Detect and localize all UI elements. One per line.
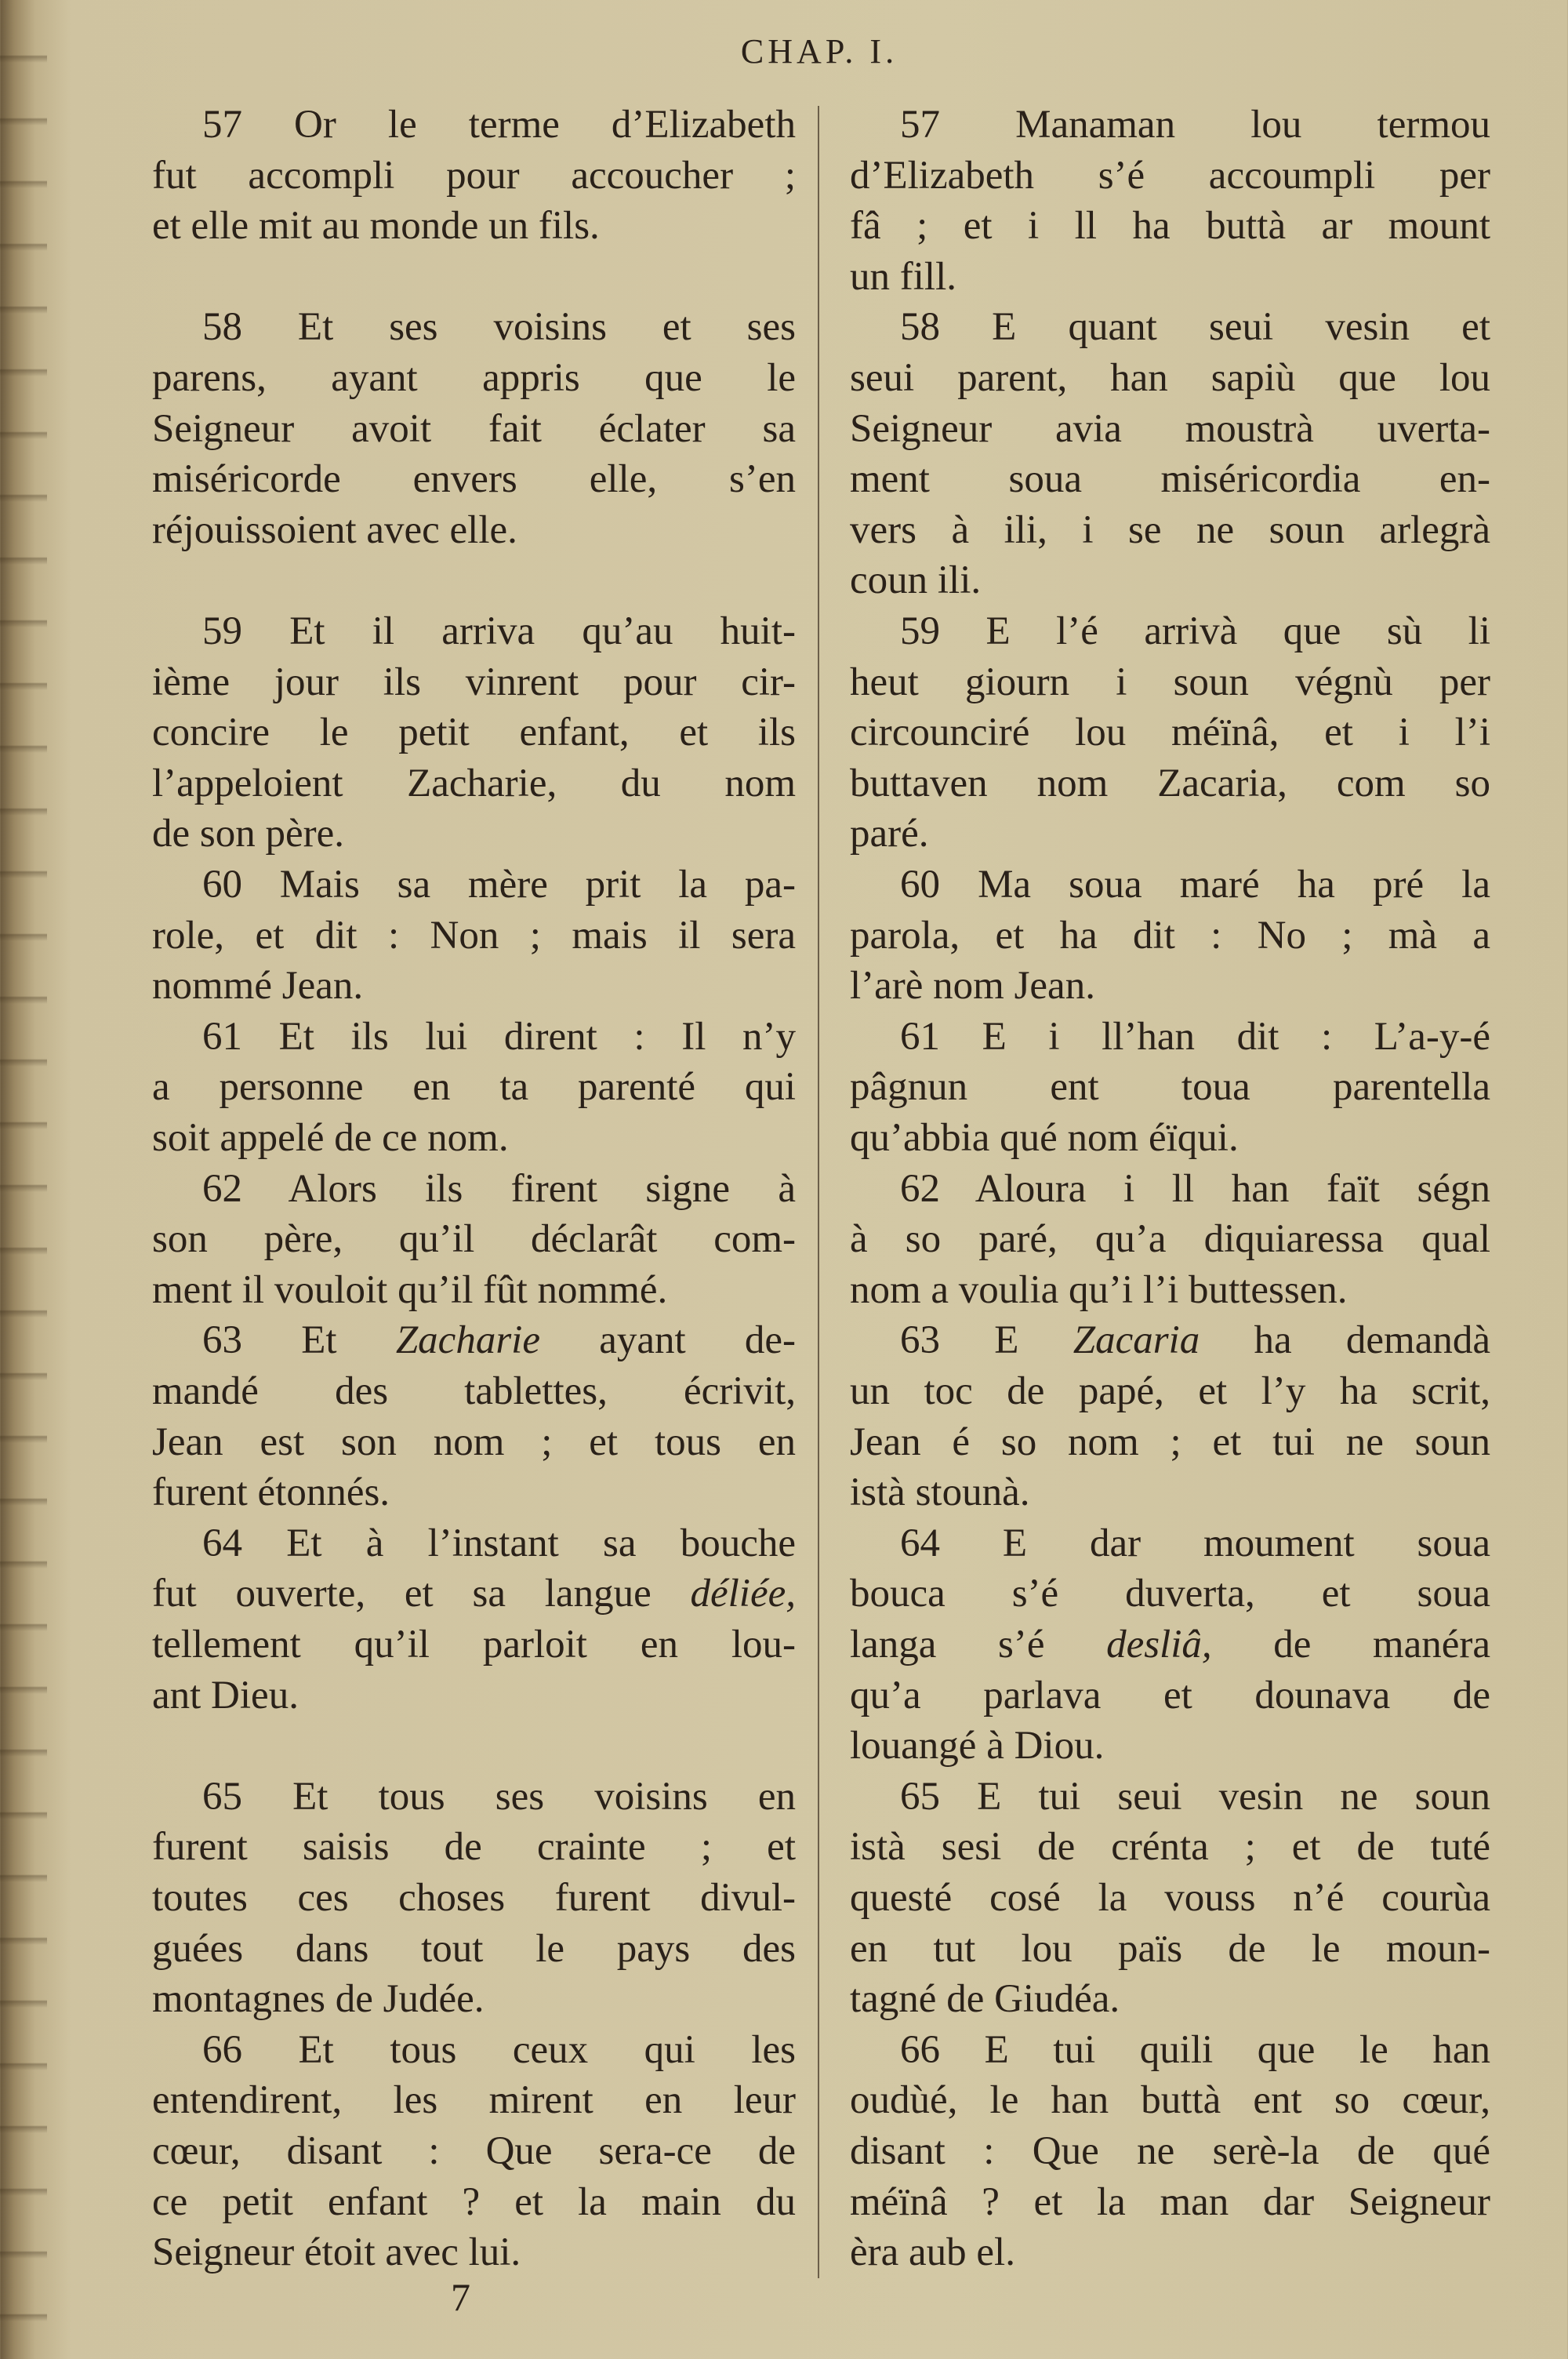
text-line: role, et dit : Non ; mais il sera [152,913,796,958]
text-line: un toc de papé, et l’y ha scrit, [850,1369,1490,1413]
text-line: miséricorde envers elle, s’en [152,457,796,502]
text-line: 62 Alors ils firent signe à [202,1166,796,1211]
text-line [152,1315,796,1366]
text-line: fut accompli pour accoucher ; [152,153,796,198]
text-line: son père, qu’il déclarât com- [152,1217,796,1262]
text-line [152,1568,796,1619]
text-line: réjouissoient avec elle. [152,507,517,552]
text-line: ce petit enfant ? et la main du [152,2179,796,2224]
text-line: 58 E quant seui vesin et [900,305,1490,350]
text-segment: de manéra [1211,1623,1490,1667]
text-line: ment soua miséricordia en- [850,457,1490,502]
text-line: tellement qu’il parloit en lou- [152,1623,796,1667]
text-line: Seigneur étoit avec lui. [152,2230,521,2275]
text-segment: ha demandà [1200,1318,1490,1363]
text-line: pâgnun ent toua parentella [850,1065,1490,1110]
text-line: coun ili. [850,558,982,603]
chapter-header: CHAP. I. [740,32,898,71]
text-line: qu’a parlava et dounava de [850,1673,1490,1717]
text-line: 66 Et tous ceux qui les [202,2027,796,2072]
page-number: 7 [451,2275,470,2319]
text-line [850,1315,1490,1366]
text-line: èra aub el. [850,2230,1015,2275]
text-line: heut giourn i soun végnù per [850,660,1490,704]
text-segment: 63 Et [202,1318,396,1363]
text-line: de son père. [152,812,344,856]
text-line: 58 Et ses voisins et ses [202,305,796,350]
text-line: et elle mit au monde un fils. [152,204,600,249]
text-line: a personne en ta parenté qui [152,1065,796,1110]
text-line: mandé des tablettes, écrivit, [152,1369,796,1413]
text-line: furent étonnés. [152,1470,390,1515]
text-line: montagnes de Judée. [152,1977,485,2022]
text-line: Jean é so nom ; et tui ne soun [850,1419,1490,1464]
text-line: louangé à Diou. [850,1724,1105,1768]
text-line: oudùé, le han buttà ent so cœur, [850,2078,1490,2123]
text-line: fâ ; et i ll ha buttà ar mount [850,204,1490,249]
text-line: ment il vouloit qu’il fût nommé. [152,1267,668,1312]
column-divider [818,106,819,2278]
text-line: Seigneur avoit fait éclater sa [152,406,796,451]
text-segment: 63 E [900,1318,1073,1363]
text-segment: ayant de- [539,1318,797,1363]
text-line: seui parent, han sapiù que lou [850,356,1490,400]
text-line: l’appeloient Zacharie, du nom [152,761,796,805]
text-line: circounciré lou méïnâ, et i l’i [850,711,1490,755]
text-line: 62 Aloura i ll han faït ségn [900,1166,1490,1211]
text-line: à so paré, qu’a diquiaressa qual [850,1217,1490,1262]
text-line: entendirent, les mirent en leur [152,2078,796,2123]
text-line: qu’abbia qué nom éïqui. [850,1116,1239,1160]
text-line: 57 Manaman lou termou [900,103,1490,147]
text-line: méïnâ ? et la man dar Seigneur [850,2179,1490,2224]
text-line: 61 Et ils lui dirent : Il n’y [202,1014,796,1059]
text-line: 61 E i ll’han dit : L’a-y-é [900,1014,1490,1059]
text-line: buttaven nom Zacaria, com so [850,761,1490,805]
text-segment: langa s’é [850,1623,1107,1667]
text-segment: fut ouverte, et sa langue [152,1572,691,1616]
text-line: parola, et ha dit : No ; mà a [850,913,1490,958]
text-line: 64 E dar moument soua [900,1521,1490,1565]
italic-word: Zacharie [395,1318,540,1363]
text-line: vers à ili, i se ne soun arlegrà [850,507,1490,552]
text-line: Seigneur avia moustrà uverta- [850,406,1490,451]
text-line: soit appelé de ce nom. [152,1116,509,1160]
text-line: istà stounà. [850,1470,1030,1515]
text-line: Jean est son nom ; et tous en [152,1419,796,1464]
text-line: 60 Ma soua maré ha pré la [900,863,1490,907]
text-line: nom a voulia qu’i l’i buttessen. [850,1267,1348,1312]
text-line: 59 E l’é arrivà que sù li [900,609,1490,653]
text-line: furent saisis de crainte ; et [152,1825,796,1870]
italic-word: desliâ, [1106,1623,1212,1667]
text-line: ième jour ils vinrent pour cir- [152,660,796,704]
text-line: nommé Jean. [152,964,364,1009]
text-line: paré. [850,812,929,856]
text-line: 65 Et tous ses voisins en [202,1774,796,1819]
text-line: 65 E tui seui vesin ne soun [900,1774,1490,1819]
text-line: 59 Et il arriva qu’au huit- [202,609,796,653]
text-line: l’arè nom Jean. [850,964,1095,1009]
text-line: concire le petit enfant, et ils [152,711,796,755]
italic-word: déliée, [690,1572,796,1616]
text-line: parens, ayant appris que le [152,356,796,400]
text-line: tagné de Giudéa. [850,1977,1120,2022]
text-line: 66 E tui quili que le han [900,2027,1490,2072]
adjacent-page-edge [0,0,47,2359]
text-line: guées dans tout le pays des [152,1926,796,1971]
text-line: d’Elizabeth s’é accoumpli per [850,153,1490,198]
text-line: cœur, disant : Que sera-ce de [152,2129,796,2173]
text-line: questé cosé la vouss n’é courùa [850,1876,1490,1920]
text-line: bouca s’é duverta, et soua [850,1572,1490,1616]
text-line: 64 Et à l’instant sa bouche [202,1521,796,1565]
text-line: toutes ces choses furent divul- [152,1876,796,1920]
text-line: 57 Or le terme d’Elizabeth [202,103,796,147]
text-line: ant Dieu. [152,1673,299,1717]
text-line: disant : Que ne serè-la de qué [850,2129,1490,2173]
text-line [850,1619,1490,1670]
text-line: un fill. [850,254,956,299]
text-line: 60 Mais sa mère prit la pa- [202,863,796,907]
text-line: istà sesi de crénta ; et de tuté [850,1825,1490,1870]
italic-word: Zacaria [1073,1318,1200,1363]
text-line: en tut lou païs de le moun- [850,1926,1490,1971]
